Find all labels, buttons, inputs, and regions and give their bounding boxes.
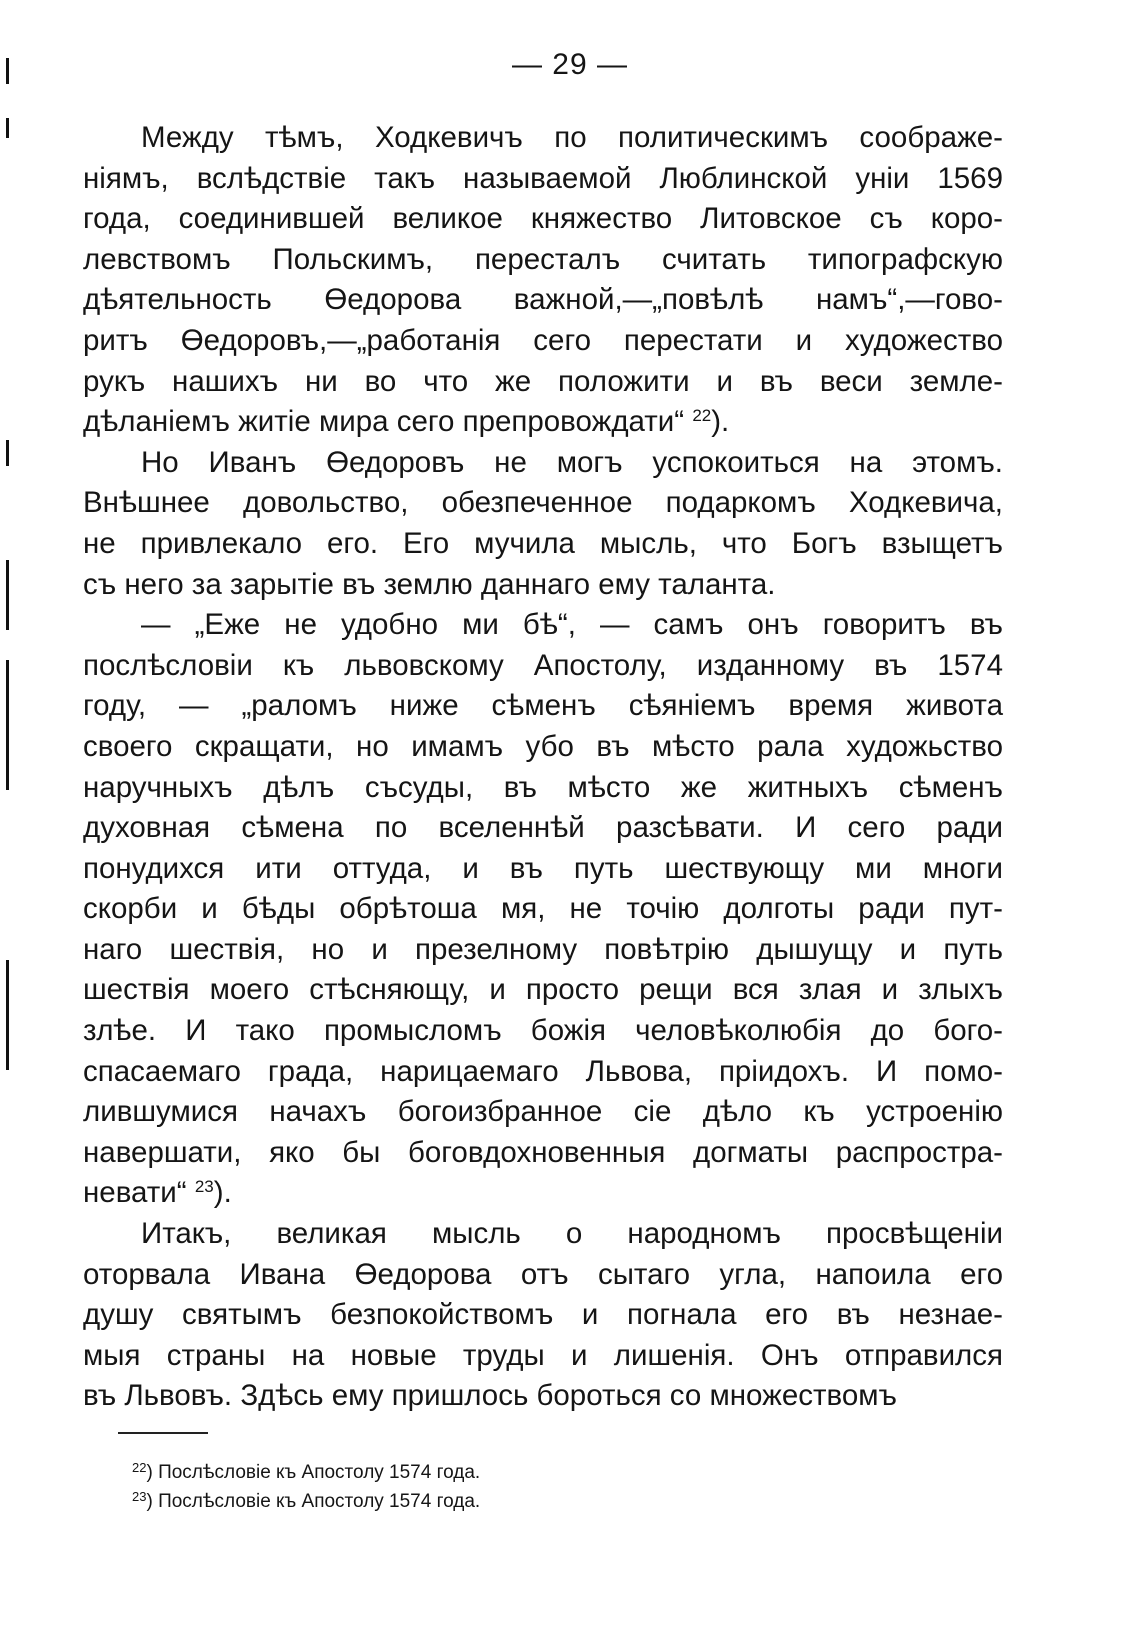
text-line xyxy=(83,240,1003,281)
text-line xyxy=(83,930,1003,971)
line-tail: ). xyxy=(213,1176,232,1210)
line-text: Итакъ, великая мысль о народномъ просвѣщеніи xyxy=(141,1217,1003,1251)
line-text: шествія моего стѣсняющу, и просто рещи вся злая и злыхъ xyxy=(83,973,1003,1007)
line-text: понудихся ити оттуда, и въ путь шествующу ми многи xyxy=(83,851,1003,885)
line-text: навершати, яко бы боговдохновенныя догматы распростра- xyxy=(83,1135,1003,1169)
text-line xyxy=(83,443,1003,484)
text-line xyxy=(83,727,1003,768)
line-text: въ Львовъ. Здѣсь ему пришлось бороться со множествомъ xyxy=(83,1379,897,1413)
margin-scan-mark xyxy=(6,660,9,790)
text-line xyxy=(83,159,1003,200)
text-line xyxy=(83,1133,1003,1174)
line-text: своего скращати, но имамъ убо въ мѣсто рала художьство xyxy=(83,729,1003,763)
text-line xyxy=(83,646,1003,687)
text-line xyxy=(83,118,1003,159)
line-text: душу святымъ безпокойствомъ и погнала его въ незнае- xyxy=(83,1298,1003,1332)
line-text: оторвала Ивана Өедорова отъ сытаго угла, напоила его xyxy=(83,1257,1003,1291)
text-line xyxy=(83,1376,1003,1417)
text-line xyxy=(83,686,1003,727)
margin-scan-mark xyxy=(6,118,9,138)
line-text: Между тѣмъ, Ходкевичъ по политическимъ соображе- xyxy=(141,121,1003,154)
line-text: лившумися начахъ богоизбранное сіе дѣло къ устроенію xyxy=(83,1095,1003,1129)
line-text: мыя страны на новые труды и лишенія. Онъ отправился xyxy=(83,1338,1003,1372)
line-text: скорби и бѣды обрѣтоша мя, не точію долготы ради пут- xyxy=(83,892,1003,926)
line-text: наручныхъ дѣлъ съсуды, въ мѣсто же житныхъ сѣменъ xyxy=(83,770,1003,804)
footnote-number: 22 xyxy=(132,1460,147,1475)
text-line xyxy=(83,1295,1003,1336)
text-line xyxy=(83,402,1003,443)
line-text: не привлекало его. Его мучила мысль, что Богъ взыщетъ xyxy=(83,526,1003,560)
line-text: Но Иванъ Өедоровъ не могъ успокоиться на этомъ. xyxy=(141,445,1003,479)
text-line xyxy=(83,1092,1003,1133)
footnote-item xyxy=(132,1487,832,1516)
text-line xyxy=(83,1214,1003,1255)
text-line xyxy=(83,280,1003,321)
margin-scan-mark xyxy=(6,440,9,466)
text-line xyxy=(83,1255,1003,1296)
footnote-ref: 22 xyxy=(692,406,712,426)
text-line xyxy=(83,321,1003,362)
line-text: послѣсловіи къ львовскому Апостолу, изданному въ 1574 xyxy=(83,648,1003,682)
line-text: — „Еже не удобно ми бѣ“, — самъ онъ говоритъ въ xyxy=(141,608,1003,642)
main-text xyxy=(83,118,1003,1417)
line-text: ритъ Өедоровъ,—„работанія сего перестати и художество xyxy=(83,323,1003,357)
text-line xyxy=(83,524,1003,565)
line-text: спасаемаго града, нарицаемаго Львова, пріидохъ. И помо- xyxy=(83,1054,1003,1088)
line-text: рукъ нашихъ ни во что же положити и въ веси земле- xyxy=(83,364,1003,398)
paragraph xyxy=(83,443,1003,605)
text-line xyxy=(83,808,1003,849)
line-text: Внѣшнее довольство, обезпеченное подаркомъ Ходкевича, xyxy=(83,486,1003,520)
text-line xyxy=(83,483,1003,524)
text-line xyxy=(83,1011,1003,1052)
text-line xyxy=(83,199,1003,240)
margin-scan-mark xyxy=(6,560,9,630)
text-line xyxy=(83,605,1003,646)
footnote-ref: 23 xyxy=(194,1177,214,1197)
paragraph xyxy=(83,605,1003,1214)
line-text: дѣятельность Өедорова важной,—„повѣлѣ намъ“,—гово- xyxy=(83,283,1003,317)
text-line xyxy=(83,768,1003,809)
line-text: злѣе. И тако промысломъ божія человѣколюбія до бого- xyxy=(83,1014,1003,1048)
footnote-text: ) Послѣсловіе къ Апостолу 1574 года. xyxy=(146,1491,481,1512)
text-line xyxy=(83,889,1003,930)
footnote-item xyxy=(132,1458,832,1487)
paragraph xyxy=(83,1214,1003,1417)
footnotes xyxy=(132,1458,832,1516)
text-line xyxy=(83,1173,1003,1214)
line-text: съ него за зарытіе въ землю даннаго ему таланта. xyxy=(83,567,776,601)
line-text: дѣланіемъ житіе мира сего препровождати“ xyxy=(83,405,685,439)
text-line xyxy=(83,565,1003,606)
text-line xyxy=(83,362,1003,403)
text-line xyxy=(83,970,1003,1011)
paragraph xyxy=(83,118,1003,443)
line-text: году, — „раломъ ниже сѣменъ сѣяніемъ время живота xyxy=(83,689,1003,723)
text-line xyxy=(83,1336,1003,1377)
line-text: невати“ xyxy=(83,1176,187,1210)
line-text: левствомъ Польскимъ, пересталъ считать типографскую xyxy=(83,242,1003,276)
line-tail: ). xyxy=(711,405,730,439)
footnote-number: 23 xyxy=(132,1489,147,1504)
footnote-divider xyxy=(118,1432,208,1434)
margin-scan-mark xyxy=(6,960,9,1070)
line-text: ніямъ, вслѣдствіе такъ называемой Люблинской уніи 1569 xyxy=(83,161,1003,195)
text-line xyxy=(83,849,1003,890)
page-number: — 29 — xyxy=(511,48,629,81)
text-line xyxy=(83,1052,1003,1093)
line-text: года, соединившей великое княжество Литовское съ коро- xyxy=(83,202,1003,236)
line-text: духовная сѣмена по вселеннѣй разсѣвати. И сего ради xyxy=(83,811,1003,845)
line-text: наго шествія, но и презелному повѣтрію дышущу и путь xyxy=(83,932,1003,966)
footnote-text: ) Послѣсловіе къ Апостолу 1574 года. xyxy=(146,1462,481,1483)
